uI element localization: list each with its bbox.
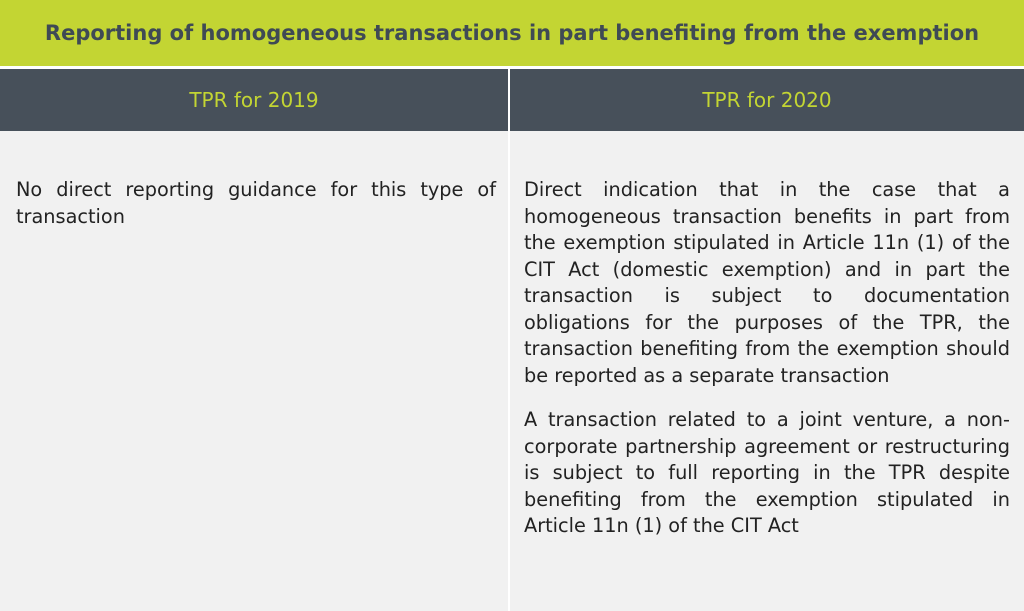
table-header-row: [0, 69, 1024, 131]
table-row: [0, 131, 1024, 611]
table-title: Reporting of homogeneous transactions in part benefiting from the exemption: [44, 21, 980, 45]
cell-paragraph: No direct reporting guidance for this type of transaction: [16, 178, 496, 228]
table-cell-tpr-2019: [0, 131, 508, 611]
table-title-bar: [0, 0, 1024, 66]
column-header-label: TPR for 2019: [189, 88, 319, 112]
cell-paragraph: Direct indication that in the case that a homogeneous transaction benefits in part from the exemption stipulated in Article 11n (1) of the CIT Act (domestic exemption) and in part the transaction is subject to documentation obligations for the purposes of the TPR, the transaction benefiting from the exemption should be reported as a separate transaction: [524, 178, 1010, 387]
table-cell-tpr-2020: [510, 131, 1024, 611]
column-header-tpr-2019: [0, 69, 508, 131]
column-header-label: TPR for 2020: [702, 88, 832, 112]
cell-paragraph: A transaction related to a joint venture, a non-corporate partnership agreement or restructuring is subject to full reporting in the TPR despite benefiting from the exemption stipulated in Article 11n (1) of the CIT Act: [524, 408, 1010, 537]
column-header-tpr-2020: [510, 69, 1024, 131]
